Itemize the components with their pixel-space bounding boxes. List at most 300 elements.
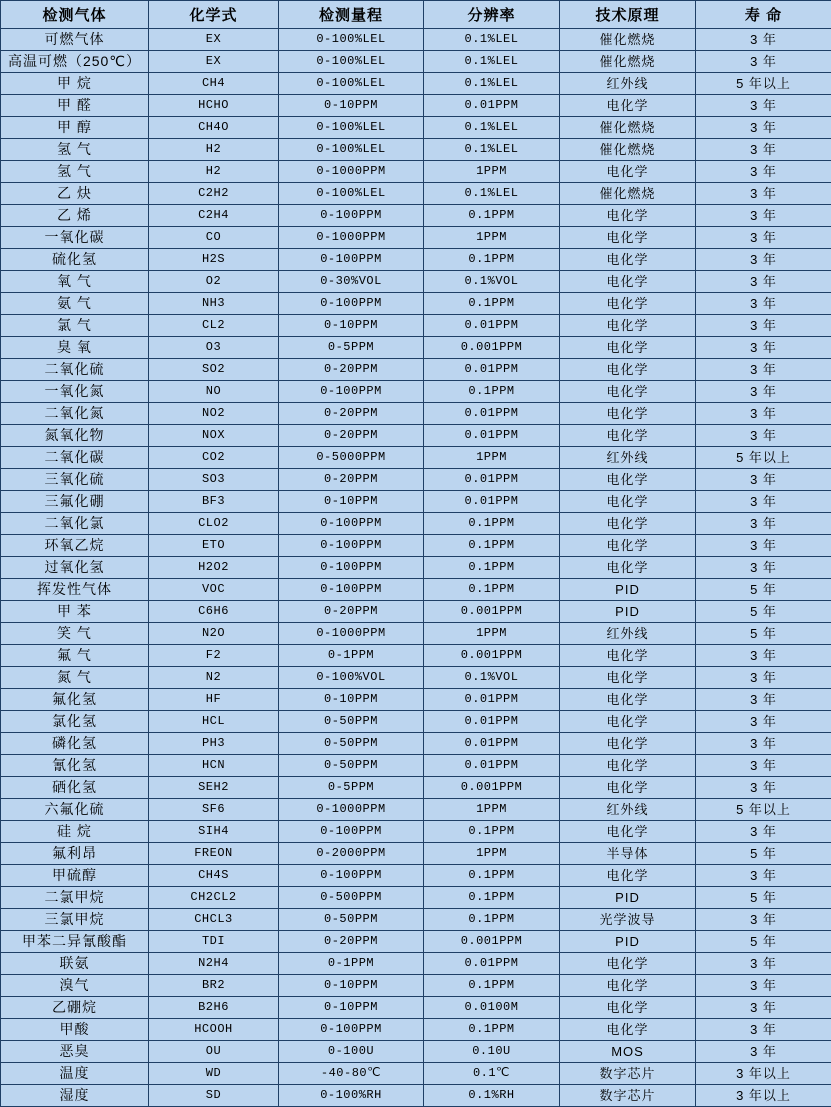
cell-gas-name: 氰化氢 — [1, 755, 149, 777]
cell-gas-formula: NO2 — [149, 403, 279, 425]
cell-gas-name: 硒化氢 — [1, 777, 149, 799]
cell-gas-name: 硅 烷 — [1, 821, 149, 843]
cell-gas-name: 挥发性气体 — [1, 579, 149, 601]
table-row — [1, 425, 831, 447]
cell-gas-life: 3 年 — [696, 557, 831, 579]
cell-gas-range: 0-20PPM — [279, 469, 424, 491]
table-row — [1, 1019, 831, 1041]
cell-gas-life: 3 年 — [696, 909, 831, 931]
cell-gas-name: 乙 烯 — [1, 205, 149, 227]
column-header-resolution: 分辨率 — [424, 1, 560, 29]
cell-gas-resolution: 1PPM — [424, 161, 560, 183]
cell-gas-principle: 电化学 — [560, 975, 696, 997]
cell-gas-range: -40-80℃ — [279, 1063, 424, 1085]
cell-gas-range: 0-20PPM — [279, 601, 424, 623]
cell-gas-formula: SF6 — [149, 799, 279, 821]
cell-gas-range: 0-1000PPM — [279, 799, 424, 821]
cell-gas-formula: PH3 — [149, 733, 279, 755]
cell-gas-formula: C6H6 — [149, 601, 279, 623]
cell-gas-range: 0-10PPM — [279, 997, 424, 1019]
cell-gas-resolution: 0.01PPM — [424, 711, 560, 733]
cell-gas-principle: PID — [560, 931, 696, 953]
cell-gas-formula: BR2 — [149, 975, 279, 997]
cell-gas-formula: ETO — [149, 535, 279, 557]
cell-gas-range: 0-20PPM — [279, 425, 424, 447]
cell-gas-range: 0-100PPM — [279, 381, 424, 403]
cell-gas-principle: 红外线 — [560, 73, 696, 95]
cell-gas-formula: NOX — [149, 425, 279, 447]
cell-gas-resolution: 0.01PPM — [424, 425, 560, 447]
cell-gas-principle: 电化学 — [560, 95, 696, 117]
cell-gas-principle: 电化学 — [560, 513, 696, 535]
cell-gas-name: 氮氧化物 — [1, 425, 149, 447]
table-row — [1, 51, 831, 73]
cell-gas-life: 3 年 — [696, 205, 831, 227]
cell-gas-range: 0-100PPM — [279, 513, 424, 535]
cell-gas-principle: 光学波导 — [560, 909, 696, 931]
cell-gas-principle: PID — [560, 579, 696, 601]
cell-gas-principle: 电化学 — [560, 271, 696, 293]
cell-gas-formula: N2 — [149, 667, 279, 689]
cell-gas-resolution: 0.1%LEL — [424, 29, 560, 51]
cell-gas-life: 3 年 — [696, 689, 831, 711]
cell-gas-range: 0-100%RH — [279, 1085, 424, 1107]
cell-gas-resolution: 0.1%LEL — [424, 51, 560, 73]
cell-gas-formula: CH4S — [149, 865, 279, 887]
table-row — [1, 381, 831, 403]
cell-gas-name: 三氯甲烷 — [1, 909, 149, 931]
cell-gas-range: 0-1PPM — [279, 953, 424, 975]
cell-gas-life: 3 年 — [696, 139, 831, 161]
table-row — [1, 865, 831, 887]
cell-gas-principle: 电化学 — [560, 381, 696, 403]
cell-gas-name: 甲 醇 — [1, 117, 149, 139]
cell-gas-life: 3 年 — [696, 491, 831, 513]
table-row — [1, 821, 831, 843]
cell-gas-range: 0-5000PPM — [279, 447, 424, 469]
cell-gas-life: 3 年 — [696, 1019, 831, 1041]
cell-gas-formula: TDI — [149, 931, 279, 953]
cell-gas-resolution: 0.1PPM — [424, 535, 560, 557]
header-row — [1, 1, 831, 29]
cell-gas-life: 5 年 — [696, 623, 831, 645]
cell-gas-life: 3 年 — [696, 293, 831, 315]
cell-gas-range: 0-500PPM — [279, 887, 424, 909]
cell-gas-life: 5 年 — [696, 931, 831, 953]
cell-gas-formula: EX — [149, 51, 279, 73]
cell-gas-range: 0-50PPM — [279, 711, 424, 733]
cell-gas-life: 3 年 — [696, 777, 831, 799]
cell-gas-principle: 催化燃烧 — [560, 183, 696, 205]
column-header-gas: 检测气体 — [1, 1, 149, 29]
cell-gas-resolution: 0.10U — [424, 1041, 560, 1063]
table-row — [1, 359, 831, 381]
cell-gas-range: 0-10PPM — [279, 491, 424, 513]
cell-gas-formula: OU — [149, 1041, 279, 1063]
cell-gas-principle: 数字芯片 — [560, 1063, 696, 1085]
cell-gas-name: 湿度 — [1, 1085, 149, 1107]
cell-gas-name: 乙 炔 — [1, 183, 149, 205]
cell-gas-principle: 催化燃烧 — [560, 117, 696, 139]
cell-gas-resolution: 0.1PPM — [424, 579, 560, 601]
cell-gas-principle: 电化学 — [560, 1019, 696, 1041]
cell-gas-life: 3 年 — [696, 535, 831, 557]
table-row — [1, 403, 831, 425]
cell-gas-principle: PID — [560, 601, 696, 623]
cell-gas-range: 0-5PPM — [279, 337, 424, 359]
cell-gas-principle: PID — [560, 887, 696, 909]
cell-gas-formula: HCHO — [149, 95, 279, 117]
cell-gas-resolution: 0.01PPM — [424, 95, 560, 117]
cell-gas-formula: NO — [149, 381, 279, 403]
table-row — [1, 1063, 831, 1085]
table-row — [1, 73, 831, 95]
cell-gas-principle: 电化学 — [560, 645, 696, 667]
cell-gas-principle: 电化学 — [560, 865, 696, 887]
cell-gas-formula: SIH4 — [149, 821, 279, 843]
cell-gas-life: 3 年 — [696, 469, 831, 491]
cell-gas-principle: 电化学 — [560, 337, 696, 359]
cell-gas-range: 0-100PPM — [279, 1019, 424, 1041]
table-row — [1, 161, 831, 183]
cell-gas-resolution: 0.1%LEL — [424, 139, 560, 161]
cell-gas-resolution: 0.1PPM — [424, 557, 560, 579]
cell-gas-range: 0-100PPM — [279, 821, 424, 843]
cell-gas-name: 高温可燃（250℃） — [1, 51, 149, 73]
cell-gas-range: 0-100%LEL — [279, 73, 424, 95]
cell-gas-principle: 半导体 — [560, 843, 696, 865]
cell-gas-resolution: 0.1%LEL — [424, 73, 560, 95]
cell-gas-name: 溴气 — [1, 975, 149, 997]
cell-gas-resolution: 0.1%VOL — [424, 667, 560, 689]
cell-gas-name: 氯 气 — [1, 315, 149, 337]
cell-gas-principle: 催化燃烧 — [560, 51, 696, 73]
cell-gas-formula: CHCL3 — [149, 909, 279, 931]
cell-gas-formula: FREON — [149, 843, 279, 865]
cell-gas-life: 3 年 — [696, 953, 831, 975]
table-row — [1, 469, 831, 491]
table-header — [1, 1, 831, 29]
cell-gas-life: 3 年 — [696, 1041, 831, 1063]
cell-gas-formula: SD — [149, 1085, 279, 1107]
table-row — [1, 711, 831, 733]
table-row — [1, 29, 831, 51]
cell-gas-life: 5 年 — [696, 887, 831, 909]
cell-gas-principle: 电化学 — [560, 953, 696, 975]
cell-gas-range: 0-20PPM — [279, 931, 424, 953]
cell-gas-resolution: 0.1PPM — [424, 821, 560, 843]
cell-gas-resolution: 0.1%LEL — [424, 117, 560, 139]
cell-gas-formula: SO3 — [149, 469, 279, 491]
table-row — [1, 579, 831, 601]
cell-gas-resolution: 0.01PPM — [424, 359, 560, 381]
table-row — [1, 887, 831, 909]
cell-gas-principle: 红外线 — [560, 623, 696, 645]
cell-gas-resolution: 0.1%LEL — [424, 183, 560, 205]
cell-gas-formula: HF — [149, 689, 279, 711]
cell-gas-formula: C2H2 — [149, 183, 279, 205]
cell-gas-life: 3 年 — [696, 161, 831, 183]
cell-gas-name: 乙硼烷 — [1, 997, 149, 1019]
table-row — [1, 667, 831, 689]
cell-gas-formula: HCL — [149, 711, 279, 733]
cell-gas-name: 二氯甲烷 — [1, 887, 149, 909]
cell-gas-principle: 数字芯片 — [560, 1085, 696, 1107]
cell-gas-range: 0-100%LEL — [279, 139, 424, 161]
cell-gas-name: 氟化氢 — [1, 689, 149, 711]
cell-gas-principle: 电化学 — [560, 315, 696, 337]
table-row — [1, 249, 831, 271]
cell-gas-life: 3 年 — [696, 249, 831, 271]
table-row — [1, 271, 831, 293]
cell-gas-range: 0-30%VOL — [279, 271, 424, 293]
cell-gas-name: 联氨 — [1, 953, 149, 975]
cell-gas-resolution: 0.01PPM — [424, 755, 560, 777]
cell-gas-range: 0-5PPM — [279, 777, 424, 799]
cell-gas-resolution: 0.001PPM — [424, 777, 560, 799]
cell-gas-life: 5 年 — [696, 601, 831, 623]
table-row — [1, 689, 831, 711]
table-row — [1, 623, 831, 645]
cell-gas-life: 3 年 — [696, 183, 831, 205]
cell-gas-range: 0-1000PPM — [279, 161, 424, 183]
cell-gas-range: 0-1000PPM — [279, 227, 424, 249]
cell-gas-name: 氯化氢 — [1, 711, 149, 733]
cell-gas-resolution: 0.1PPM — [424, 1019, 560, 1041]
cell-gas-formula: HCOOH — [149, 1019, 279, 1041]
cell-gas-range: 0-100%LEL — [279, 29, 424, 51]
cell-gas-principle: 催化燃烧 — [560, 29, 696, 51]
cell-gas-formula: N2H4 — [149, 953, 279, 975]
cell-gas-formula: CH2CL2 — [149, 887, 279, 909]
cell-gas-life: 3 年 — [696, 403, 831, 425]
cell-gas-resolution: 0.01PPM — [424, 689, 560, 711]
cell-gas-name: 氢 气 — [1, 139, 149, 161]
cell-gas-formula: EX — [149, 29, 279, 51]
table-row — [1, 183, 831, 205]
cell-gas-formula: CLO2 — [149, 513, 279, 535]
table-row — [1, 227, 831, 249]
cell-gas-principle: 电化学 — [560, 403, 696, 425]
cell-gas-range: 0-10PPM — [279, 315, 424, 337]
cell-gas-resolution: 0.1%VOL — [424, 271, 560, 293]
cell-gas-life: 3 年 — [696, 271, 831, 293]
table-row — [1, 205, 831, 227]
cell-gas-name: 臭 氧 — [1, 337, 149, 359]
cell-gas-life: 3 年 — [696, 755, 831, 777]
cell-gas-principle: 电化学 — [560, 293, 696, 315]
table-row — [1, 755, 831, 777]
cell-gas-name: 二氧化氯 — [1, 513, 149, 535]
cell-gas-range: 0-50PPM — [279, 755, 424, 777]
cell-gas-resolution: 0.01PPM — [424, 953, 560, 975]
cell-gas-range: 0-100%LEL — [279, 183, 424, 205]
table-row — [1, 337, 831, 359]
cell-gas-principle: 红外线 — [560, 447, 696, 469]
cell-gas-range: 0-10PPM — [279, 689, 424, 711]
cell-gas-formula: WD — [149, 1063, 279, 1085]
cell-gas-principle: 电化学 — [560, 469, 696, 491]
cell-gas-name: 甲酸 — [1, 1019, 149, 1041]
cell-gas-range: 0-100%VOL — [279, 667, 424, 689]
table-row — [1, 909, 831, 931]
cell-gas-name: 温度 — [1, 1063, 149, 1085]
table-row — [1, 491, 831, 513]
cell-gas-formula: H2O2 — [149, 557, 279, 579]
cell-gas-name: 氟 气 — [1, 645, 149, 667]
cell-gas-name: 氨 气 — [1, 293, 149, 315]
cell-gas-principle: 电化学 — [560, 821, 696, 843]
table-row — [1, 601, 831, 623]
cell-gas-formula: CH4 — [149, 73, 279, 95]
cell-gas-life: 3 年 — [696, 975, 831, 997]
cell-gas-formula: CL2 — [149, 315, 279, 337]
cell-gas-resolution: 0.001PPM — [424, 601, 560, 623]
table-row — [1, 557, 831, 579]
cell-gas-name: 磷化氢 — [1, 733, 149, 755]
cell-gas-principle: 电化学 — [560, 689, 696, 711]
cell-gas-formula: VOC — [149, 579, 279, 601]
cell-gas-formula: F2 — [149, 645, 279, 667]
cell-gas-principle: 电化学 — [560, 249, 696, 271]
cell-gas-life: 5 年 — [696, 579, 831, 601]
cell-gas-name: 氢 气 — [1, 161, 149, 183]
cell-gas-range: 0-1PPM — [279, 645, 424, 667]
cell-gas-name: 硫化氢 — [1, 249, 149, 271]
cell-gas-formula: SEH2 — [149, 777, 279, 799]
cell-gas-range: 0-100U — [279, 1041, 424, 1063]
cell-gas-name: 甲 苯 — [1, 601, 149, 623]
cell-gas-life: 3 年 — [696, 865, 831, 887]
cell-gas-principle: 电化学 — [560, 997, 696, 1019]
cell-gas-principle: 电化学 — [560, 777, 696, 799]
cell-gas-formula: SO2 — [149, 359, 279, 381]
cell-gas-formula: CO2 — [149, 447, 279, 469]
cell-gas-formula: O3 — [149, 337, 279, 359]
table-row — [1, 997, 831, 1019]
cell-gas-life: 3 年以上 — [696, 1085, 831, 1107]
cell-gas-life: 3 年 — [696, 711, 831, 733]
cell-gas-name: 二氧化氮 — [1, 403, 149, 425]
cell-gas-range: 0-100PPM — [279, 205, 424, 227]
table-row — [1, 513, 831, 535]
cell-gas-name: 氮 气 — [1, 667, 149, 689]
cell-gas-principle: 电化学 — [560, 425, 696, 447]
cell-gas-formula: CH4O — [149, 117, 279, 139]
cell-gas-name: 六氟化硫 — [1, 799, 149, 821]
cell-gas-life: 3 年 — [696, 315, 831, 337]
cell-gas-name: 一氧化氮 — [1, 381, 149, 403]
cell-gas-formula: BF3 — [149, 491, 279, 513]
cell-gas-name: 甲苯二异氰酸酯 — [1, 931, 149, 953]
cell-gas-principle: 电化学 — [560, 535, 696, 557]
cell-gas-formula: B2H6 — [149, 997, 279, 1019]
cell-gas-principle: 电化学 — [560, 557, 696, 579]
cell-gas-name: 二氧化硫 — [1, 359, 149, 381]
cell-gas-principle: 催化燃烧 — [560, 139, 696, 161]
table-row — [1, 843, 831, 865]
cell-gas-resolution: 0.1PPM — [424, 975, 560, 997]
cell-gas-resolution: 0.1PPM — [424, 293, 560, 315]
cell-gas-name: 甲硫醇 — [1, 865, 149, 887]
cell-gas-range: 0-100%LEL — [279, 117, 424, 139]
cell-gas-range: 0-10PPM — [279, 975, 424, 997]
table-row — [1, 931, 831, 953]
table-row — [1, 1085, 831, 1107]
cell-gas-name: 一氧化碳 — [1, 227, 149, 249]
table-row — [1, 117, 831, 139]
cell-gas-resolution: 1PPM — [424, 227, 560, 249]
cell-gas-resolution: 0.1PPM — [424, 205, 560, 227]
cell-gas-resolution: 0.1PPM — [424, 865, 560, 887]
cell-gas-formula: HCN — [149, 755, 279, 777]
cell-gas-resolution: 0.001PPM — [424, 645, 560, 667]
table-body — [1, 29, 831, 1107]
cell-gas-formula: N2O — [149, 623, 279, 645]
table-row — [1, 799, 831, 821]
column-header-principle: 技术原理 — [560, 1, 696, 29]
cell-gas-range: 0-100PPM — [279, 865, 424, 887]
cell-gas-resolution: 0.1%RH — [424, 1085, 560, 1107]
cell-gas-range: 0-100PPM — [279, 579, 424, 601]
cell-gas-resolution: 0.1PPM — [424, 249, 560, 271]
cell-gas-resolution: 0.01PPM — [424, 491, 560, 513]
cell-gas-formula: CO — [149, 227, 279, 249]
table-row — [1, 139, 831, 161]
column-header-formula: 化学式 — [149, 1, 279, 29]
cell-gas-life: 3 年 — [696, 227, 831, 249]
cell-gas-name: 氟利昂 — [1, 843, 149, 865]
cell-gas-principle: MOS — [560, 1041, 696, 1063]
cell-gas-life: 3 年 — [696, 513, 831, 535]
cell-gas-resolution: 0.01PPM — [424, 403, 560, 425]
cell-gas-formula: NH3 — [149, 293, 279, 315]
cell-gas-range: 0-2000PPM — [279, 843, 424, 865]
cell-gas-formula: H2S — [149, 249, 279, 271]
cell-gas-resolution: 0.1PPM — [424, 381, 560, 403]
cell-gas-principle: 电化学 — [560, 755, 696, 777]
table-row — [1, 733, 831, 755]
cell-gas-life: 3 年 — [696, 29, 831, 51]
cell-gas-range: 0-1000PPM — [279, 623, 424, 645]
cell-gas-life: 3 年 — [696, 667, 831, 689]
table-row — [1, 447, 831, 469]
cell-gas-life: 5 年以上 — [696, 799, 831, 821]
cell-gas-principle: 电化学 — [560, 711, 696, 733]
column-header-range: 检测量程 — [279, 1, 424, 29]
cell-gas-name: 三氟化硼 — [1, 491, 149, 513]
table-row — [1, 777, 831, 799]
cell-gas-name: 恶臭 — [1, 1041, 149, 1063]
cell-gas-life: 5 年 — [696, 843, 831, 865]
cell-gas-formula: C2H4 — [149, 205, 279, 227]
cell-gas-formula: O2 — [149, 271, 279, 293]
cell-gas-principle: 电化学 — [560, 161, 696, 183]
cell-gas-life: 5 年以上 — [696, 447, 831, 469]
cell-gas-name: 环氧乙烷 — [1, 535, 149, 557]
cell-gas-life: 3 年 — [696, 359, 831, 381]
cell-gas-range: 0-50PPM — [279, 909, 424, 931]
cell-gas-resolution: 1PPM — [424, 447, 560, 469]
cell-gas-principle: 电化学 — [560, 491, 696, 513]
cell-gas-name: 可燃气体 — [1, 29, 149, 51]
cell-gas-resolution: 0.1PPM — [424, 887, 560, 909]
column-header-life: 寿 命 — [696, 1, 831, 29]
cell-gas-resolution: 1PPM — [424, 843, 560, 865]
cell-gas-name: 甲 醛 — [1, 95, 149, 117]
cell-gas-resolution: 0.1PPM — [424, 909, 560, 931]
cell-gas-life: 5 年以上 — [696, 73, 831, 95]
